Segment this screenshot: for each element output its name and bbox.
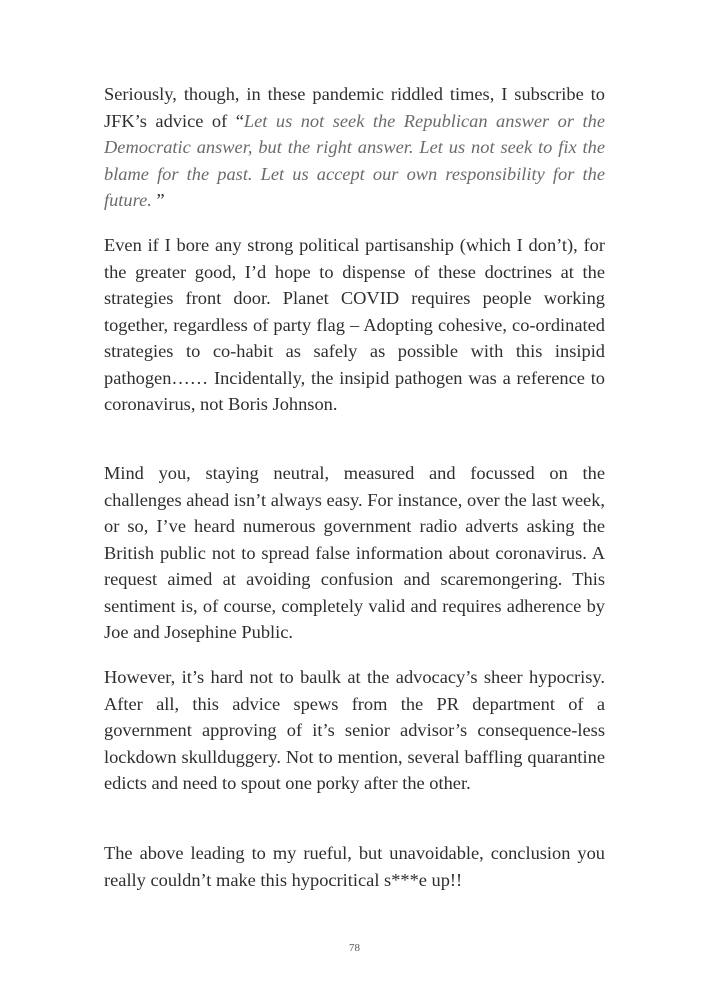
paragraph-government-adverts: Mind you, staying neutral, measured and focussed on the challenges ahead isn’t always easy. For instance, over the last week, or so, I’ve heard numerous government radio adverts asking the British public not to spread false information about coronavirus. A request aimed at avoiding confusion and scaremongering. This sentiment is, of course, completely valid and requires adherence by Joe and Josephine Public.	[104, 463, 605, 642]
paragraph-hypocrisy: However, it’s hard not to baulk at the advocacy’s sheer hypocrisy. After all, this advice spews from the PR department of a government approving of it’s senior advisor’s consequence-less lockdown skullduggery. Not to mention, several baffling quarantine edicts and need to spout one porky after the other.	[104, 667, 605, 793]
paragraph-partisanship: Even if I bore any strong political partisanship (which I don’t), for the greater good, I’d hope to dispense of these doctrines at the strategies front door. Planet COVID requires people working together, regardless of party flag – Adopting cohesive, co-ordinated strategies to co-habit as safely as possible with this insipid pathogen…… Incidentally, the insipid pathogen was a reference to coronavirus, not Boris Johnson.	[104, 235, 605, 414]
paragraph-lead-text: Seriously, though, in these pandemic riddled times, I subscribe to JFK’s advice of “	[104, 84, 605, 131]
jfk-quote-text: Let us not seek the Republican answer or the Democratic answer, but the right answer. Let us not seek to fix the blame for the past. Let us accept our own responsibility for the future.	[104, 110, 605, 210]
quote-close-mark: ”	[151, 190, 165, 210]
paragraph-jfk-quote	[104, 81, 605, 214]
paragraph-conclusion: The above leading to my rueful, but unavoidable, conclusion you really couldn’t make this hypocritical s***e up!!	[104, 843, 605, 890]
page-number: 78	[349, 942, 360, 954]
